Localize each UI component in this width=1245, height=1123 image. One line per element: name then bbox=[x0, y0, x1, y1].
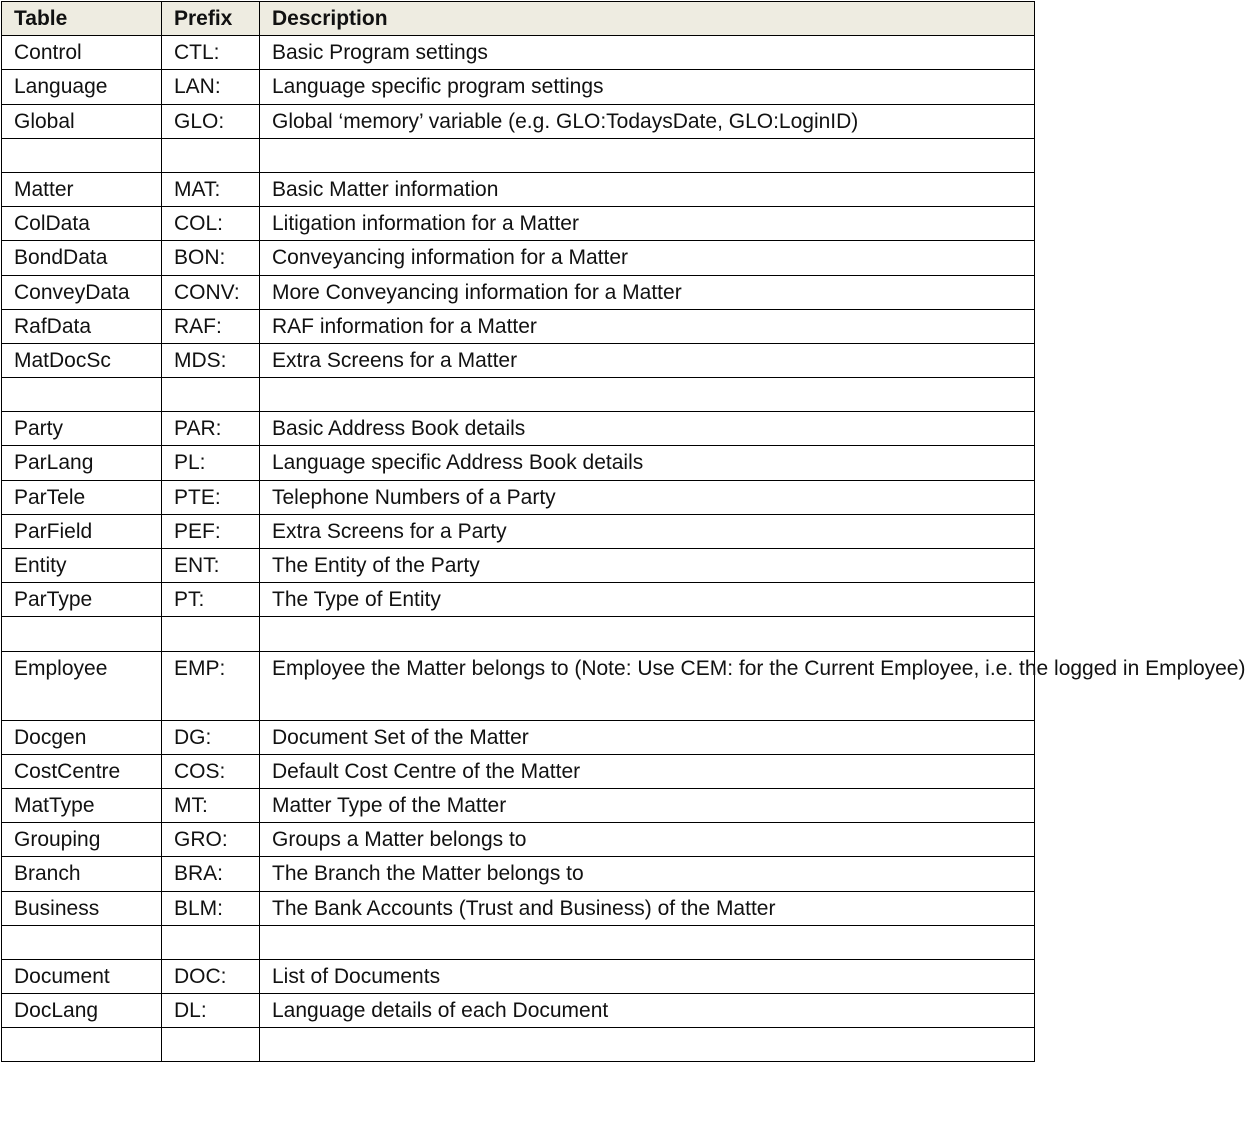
cell-description: Global ‘memory’ variable (e.g. GLO:TodaysDate, GLO:LoginID) bbox=[260, 104, 1035, 138]
cell-description: Basic Program settings bbox=[260, 36, 1035, 70]
cell-prefix: MAT: bbox=[162, 172, 260, 206]
cell-description: Conveyancing information for a Matter bbox=[260, 241, 1035, 275]
cell-prefix: DL: bbox=[162, 994, 260, 1028]
cell-table-name: DocLang bbox=[2, 994, 162, 1028]
cell-prefix: CONV: bbox=[162, 275, 260, 309]
empty-row bbox=[2, 1028, 1035, 1062]
cell-table-name: BondData bbox=[2, 241, 162, 275]
cell-table-name bbox=[2, 1028, 162, 1062]
cell-description bbox=[260, 617, 1035, 651]
cell-table-name: Global bbox=[2, 104, 162, 138]
cell-prefix: COS: bbox=[162, 754, 260, 788]
cell-description: RAF information for a Matter bbox=[260, 309, 1035, 343]
cell-description: List of Documents bbox=[260, 959, 1035, 993]
cell-table-name bbox=[2, 925, 162, 959]
table-row bbox=[2, 309, 1035, 343]
cell-prefix: PT: bbox=[162, 583, 260, 617]
cell-table-name: Grouping bbox=[2, 823, 162, 857]
cell-table-name: ParType bbox=[2, 583, 162, 617]
cell-table-name: MatType bbox=[2, 788, 162, 822]
cell-description: Document Set of the Matter bbox=[260, 720, 1035, 754]
table-row bbox=[2, 651, 1035, 720]
cell-description: The Type of Entity bbox=[260, 583, 1035, 617]
cell-table-name: Entity bbox=[2, 549, 162, 583]
cell-prefix: RAF: bbox=[162, 309, 260, 343]
cell-table-name: Business bbox=[2, 891, 162, 925]
cell-table-name: MatDocSc bbox=[2, 343, 162, 377]
table-body bbox=[2, 36, 1245, 1062]
cell-prefix bbox=[162, 617, 260, 651]
table-row bbox=[2, 104, 1035, 138]
table-prefix-reference bbox=[1, 1, 1245, 1062]
cell-table-name: Branch bbox=[2, 857, 162, 891]
table-row bbox=[2, 207, 1035, 241]
table-row bbox=[2, 480, 1035, 514]
cell-prefix: DOC: bbox=[162, 959, 260, 993]
cell-table-name: ColData bbox=[2, 207, 162, 241]
cell-description: Extra Screens for a Party bbox=[260, 514, 1035, 548]
cell-description: Matter Type of the Matter bbox=[260, 788, 1035, 822]
cell-description: Basic Matter information bbox=[260, 172, 1035, 206]
header-row bbox=[2, 2, 1035, 36]
cell-prefix: GRO: bbox=[162, 823, 260, 857]
cell-prefix: BLM: bbox=[162, 891, 260, 925]
table-row bbox=[2, 857, 1035, 891]
cell-prefix bbox=[162, 378, 260, 412]
cell-prefix: GLO: bbox=[162, 104, 260, 138]
empty-row bbox=[2, 617, 1035, 651]
table-row bbox=[2, 36, 1035, 70]
column-header-description: Description bbox=[260, 2, 1035, 36]
cell-description: Employee the Matter belongs to (Note: Use CEM: for the Current Employee, i.e. the logged in Employee) bbox=[260, 651, 1035, 720]
cell-description bbox=[260, 138, 1035, 172]
cell-description: The Bank Accounts (Trust and Business) of the Matter bbox=[260, 891, 1035, 925]
column-header-table: Table bbox=[2, 2, 162, 36]
cell-prefix: ENT: bbox=[162, 549, 260, 583]
table-row bbox=[2, 514, 1035, 548]
cell-description: Groups a Matter belongs to bbox=[260, 823, 1035, 857]
cell-prefix: PL: bbox=[162, 446, 260, 480]
cell-table-name: Employee bbox=[2, 651, 162, 720]
cell-table-name: ParLang bbox=[2, 446, 162, 480]
cell-prefix: EMP: bbox=[162, 651, 260, 720]
empty-row bbox=[2, 138, 1035, 172]
cell-table-name bbox=[2, 138, 162, 172]
cell-description: The Branch the Matter belongs to bbox=[260, 857, 1035, 891]
empty-row bbox=[2, 378, 1035, 412]
table-row bbox=[2, 343, 1035, 377]
table-row bbox=[2, 70, 1035, 104]
table-row bbox=[2, 994, 1035, 1028]
cell-table-name: Docgen bbox=[2, 720, 162, 754]
cell-prefix bbox=[162, 138, 260, 172]
cell-table-name bbox=[2, 617, 162, 651]
cell-table-name bbox=[2, 378, 162, 412]
cell-prefix: MDS: bbox=[162, 343, 260, 377]
cell-prefix bbox=[162, 1028, 260, 1062]
cell-description: The Entity of the Party bbox=[260, 549, 1035, 583]
table-row bbox=[2, 891, 1035, 925]
table-row bbox=[2, 823, 1035, 857]
cell-table-name: Control bbox=[2, 36, 162, 70]
cell-description: Extra Screens for a Matter bbox=[260, 343, 1035, 377]
cell-prefix: PTE: bbox=[162, 480, 260, 514]
cell-description: Telephone Numbers of a Party bbox=[260, 480, 1035, 514]
empty-row bbox=[2, 925, 1035, 959]
cell-prefix: BON: bbox=[162, 241, 260, 275]
cell-prefix: PAR: bbox=[162, 412, 260, 446]
cell-description: Language details of each Document bbox=[260, 994, 1035, 1028]
table-row bbox=[2, 788, 1035, 822]
table-row bbox=[2, 241, 1035, 275]
cell-table-name: RafData bbox=[2, 309, 162, 343]
table-row bbox=[2, 754, 1035, 788]
column-header-prefix: Prefix bbox=[162, 2, 260, 36]
table-row bbox=[2, 172, 1035, 206]
cell-prefix bbox=[162, 925, 260, 959]
cell-description: More Conveyancing information for a Matter bbox=[260, 275, 1035, 309]
cell-table-name: CostCentre bbox=[2, 754, 162, 788]
cell-prefix: LAN: bbox=[162, 70, 260, 104]
cell-description: Language specific Address Book details bbox=[260, 446, 1035, 480]
table-row bbox=[2, 720, 1035, 754]
cell-description bbox=[260, 925, 1035, 959]
cell-table-name: Party bbox=[2, 412, 162, 446]
cell-description: Basic Address Book details bbox=[260, 412, 1035, 446]
cell-description bbox=[260, 1028, 1035, 1062]
cell-table-name: Document bbox=[2, 959, 162, 993]
cell-prefix: CTL: bbox=[162, 36, 260, 70]
cell-prefix: DG: bbox=[162, 720, 260, 754]
table-row bbox=[2, 583, 1035, 617]
cell-prefix: PEF: bbox=[162, 514, 260, 548]
cell-table-name: ParTele bbox=[2, 480, 162, 514]
cell-table-name: Matter bbox=[2, 172, 162, 206]
cell-description: Default Cost Centre of the Matter bbox=[260, 754, 1035, 788]
table-row bbox=[2, 275, 1035, 309]
cell-prefix: COL: bbox=[162, 207, 260, 241]
cell-prefix: BRA: bbox=[162, 857, 260, 891]
cell-description: Language specific program settings bbox=[260, 70, 1035, 104]
table-row bbox=[2, 959, 1035, 993]
cell-table-name: ParField bbox=[2, 514, 162, 548]
cell-description: Litigation information for a Matter bbox=[260, 207, 1035, 241]
table-row bbox=[2, 412, 1035, 446]
table-row bbox=[2, 549, 1035, 583]
cell-prefix: MT: bbox=[162, 788, 260, 822]
cell-table-name: Language bbox=[2, 70, 162, 104]
cell-description bbox=[260, 378, 1035, 412]
cell-table-name: ConveyData bbox=[2, 275, 162, 309]
table-row bbox=[2, 446, 1035, 480]
